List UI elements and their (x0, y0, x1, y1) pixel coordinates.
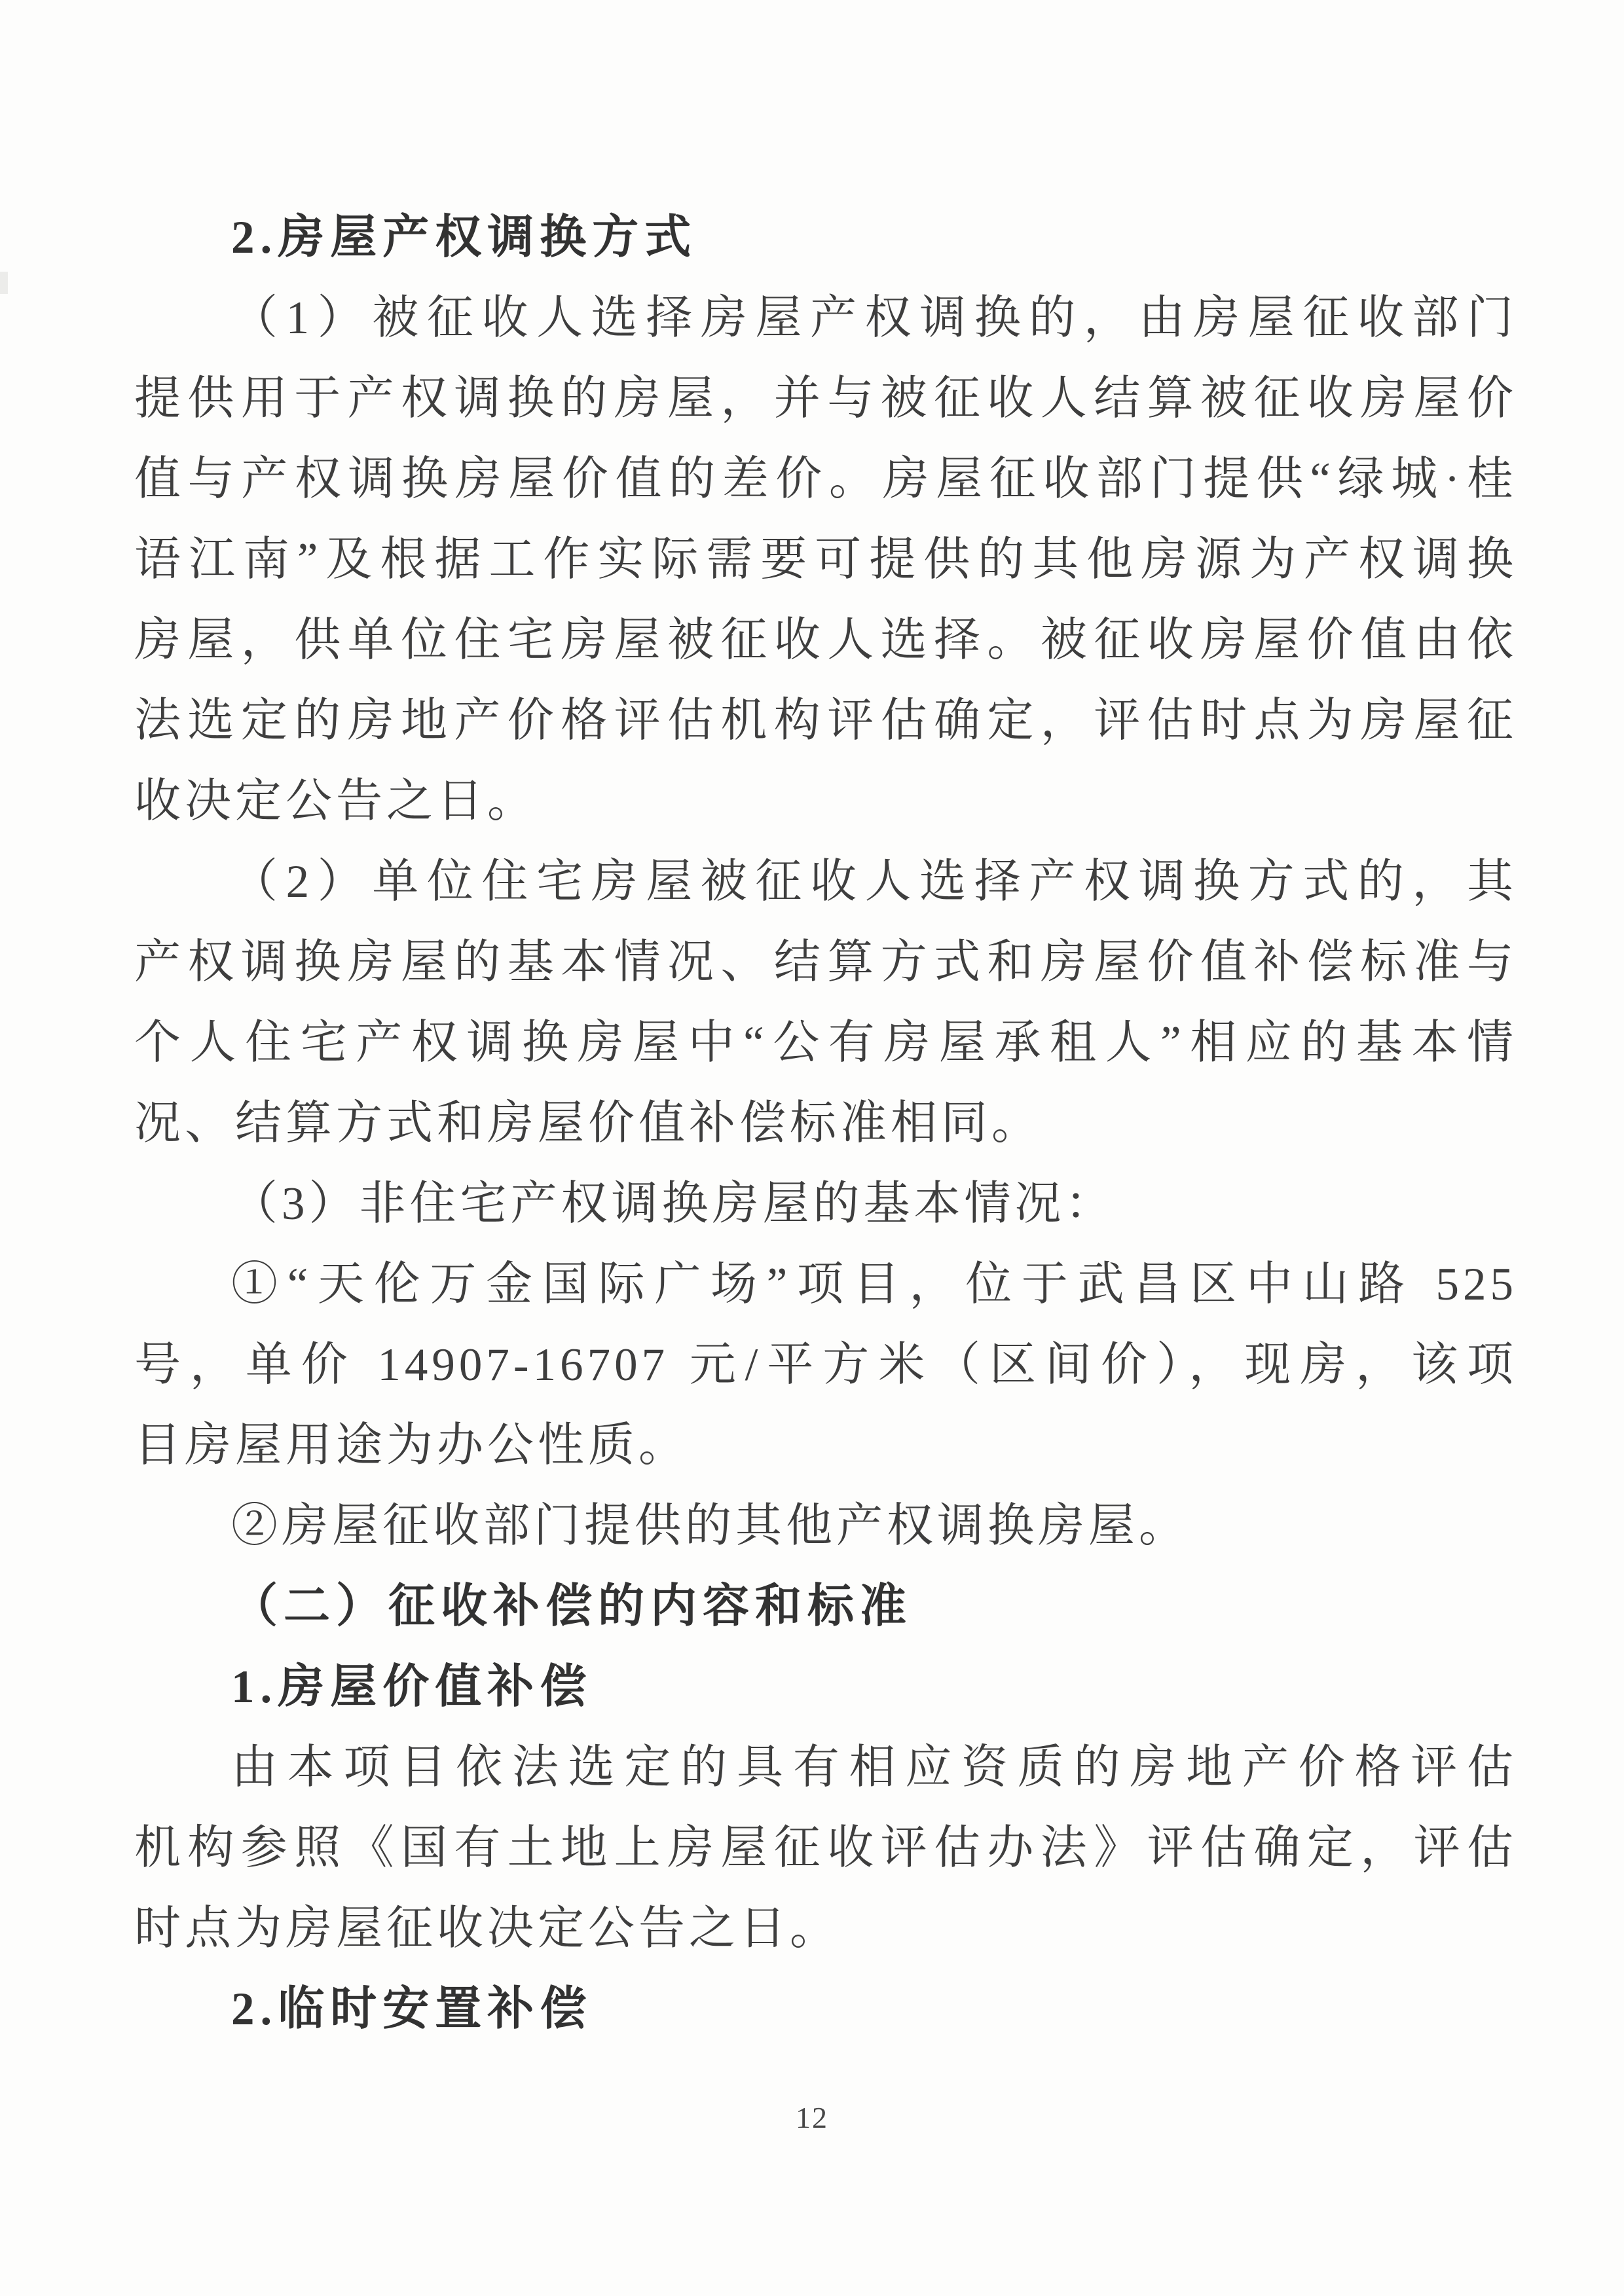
heading-line: 2.临时安置补偿 (231, 1984, 593, 2035)
body-line: ②房屋征收部门提供的其他产权调换房屋。 (231, 1501, 1190, 1552)
body-line: 况、结算方式和房屋价值补偿标准相同。 (134, 1098, 1043, 1149)
heading-line: 2.房屋产权调换方式 (231, 212, 697, 263)
heading-line: 1.房屋价值补偿 (231, 1662, 593, 1713)
body-line: 值与产权调换房屋价值的差价。房屋征收部门提供“绿城·桂 (134, 454, 1517, 505)
body-line: （3）非住宅产权调换房屋的基本情况： (231, 1178, 1116, 1230)
body-line: 法选定的房地产价格评估机构评估确定，评估时点为房屋征 (134, 695, 1517, 746)
body-line: ①“天伦万金国际广场”项目，位于武昌区中山路 525 (231, 1259, 1517, 1310)
body-line: 号，单价 14907-16707 元/平方米（区间价），现房，该项 (134, 1339, 1517, 1391)
body-line: （1）被征收人选择房屋产权调换的，由房屋征收部门 (231, 293, 1517, 344)
body-line: 由本项目依法选定的具有相应资质的房地产价格评估 (231, 1742, 1517, 1793)
body-line: 机构参照《国有土地上房屋征收评估办法》评估确定，评估 (134, 1823, 1517, 1874)
scan-artifact (0, 272, 8, 294)
body-line: 语江南”及根据工作实际需要可提供的其他房源为产权调换 (134, 534, 1517, 585)
body-line: 目房屋用途为办公性质。 (134, 1420, 690, 1471)
heading-line: （二）征收补偿的内容和标准 (231, 1581, 913, 1632)
text-block (134, 198, 1517, 2050)
body-line: 提供用于产权调换的房屋，并与被征收人结算被征收房屋价 (134, 373, 1517, 424)
page-number: 12 (796, 2101, 828, 2134)
body-line: 时点为房屋征收决定公告之日。 (134, 1903, 841, 1954)
body-line: 个人住宅产权调换房屋中“公有房屋承租人”相应的基本情 (134, 1017, 1517, 1068)
body-line: 收决定公告之日。 (134, 776, 538, 827)
body-line: （2）单位住宅房屋被征收人选择产权调换方式的，其 (231, 856, 1517, 907)
body-line: 房屋，供单位住宅房屋被征收人选择。被征收房屋价值由依 (134, 615, 1517, 666)
body-line: 产权调换房屋的基本情况、结算方式和房屋价值补偿标准与 (134, 937, 1517, 988)
